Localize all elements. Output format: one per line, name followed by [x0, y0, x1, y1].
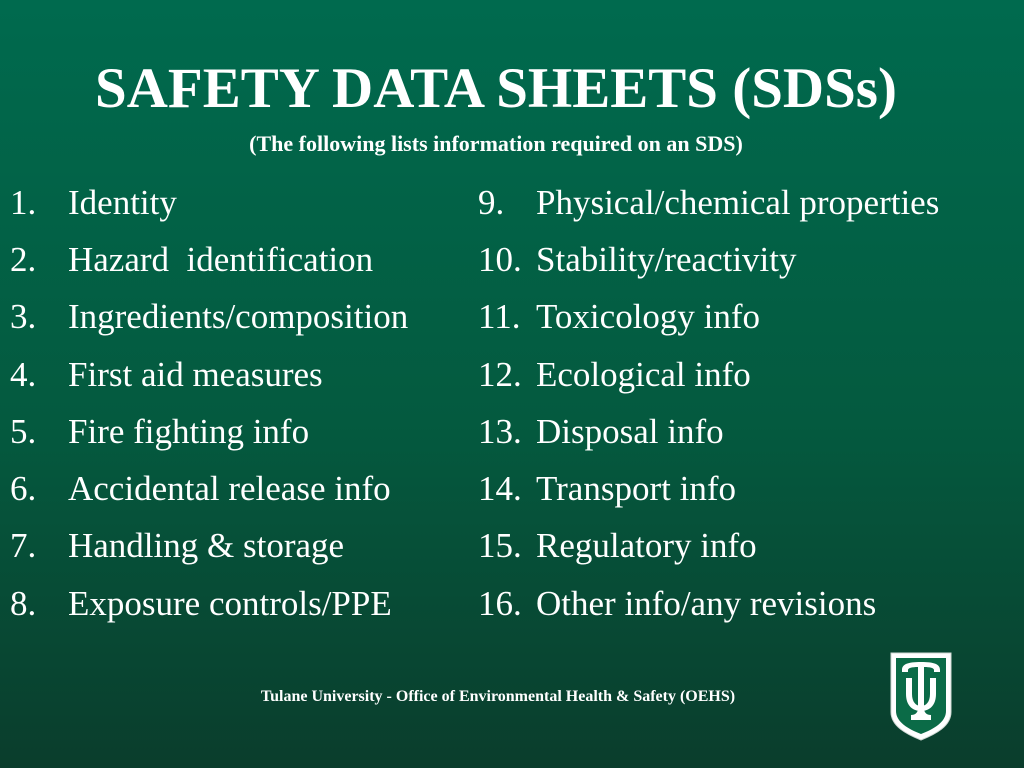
item-number: 8. [10, 583, 37, 623]
item-number: 11. [478, 297, 521, 337]
item-text: Hazard identification [68, 239, 374, 279]
tulane-tu-shield-logo-icon [888, 650, 954, 742]
list-item [10, 460, 408, 517]
item-number: 1. [10, 182, 37, 222]
item-number: 15. [478, 526, 522, 566]
list-item [478, 403, 939, 460]
list-item [478, 518, 939, 575]
list-item [10, 174, 408, 231]
item-number: 13. [478, 411, 522, 451]
item-number: 4. [10, 354, 37, 394]
list-item [10, 575, 408, 632]
item-text: Exposure controls/PPE [68, 583, 392, 623]
item-text: Fire fighting info [68, 411, 310, 451]
list-item [478, 575, 939, 632]
sds-sections-list-left [10, 174, 408, 632]
item-number: 12. [478, 354, 522, 394]
item-number: 5. [10, 411, 37, 451]
list-item [10, 346, 408, 403]
item-text: Ingredients/composition [68, 297, 409, 337]
item-text: Other info/any revisions [536, 583, 877, 623]
list-item [478, 346, 939, 403]
slide-footer: Tulane University - Office of Environmental Health & Safety (OEHS) [260, 688, 736, 705]
item-text: First aid measures [68, 354, 323, 394]
item-text: Handling & storage [68, 526, 345, 566]
item-text: Accidental release info [68, 469, 391, 509]
item-number: 2. [10, 239, 37, 279]
item-number: 6. [10, 469, 37, 509]
item-text: Disposal info [536, 411, 724, 451]
list-item [10, 231, 408, 288]
slide-title: SAFETY DATA SHEETS (SDSs) [95, 57, 897, 120]
item-text: Ecological info [536, 354, 751, 394]
item-number: 14. [478, 469, 522, 509]
sds-sections-list-right [478, 174, 939, 632]
list-item [478, 460, 939, 517]
item-text: Physical/chemical properties [536, 182, 940, 222]
item-text: Stability/reactivity [536, 239, 797, 279]
list-item [478, 231, 939, 288]
item-text: Toxicology info [536, 297, 761, 337]
list-item [478, 289, 939, 346]
item-text: Identity [68, 182, 177, 222]
list-item [10, 518, 408, 575]
item-number: 9. [478, 182, 505, 222]
list-item [10, 403, 408, 460]
item-number: 7. [10, 526, 37, 566]
slide-subtitle: (The following lists information required on an SDS) [249, 131, 743, 156]
list-item [478, 174, 939, 231]
item-text: Regulatory info [536, 526, 757, 566]
item-number: 16. [478, 583, 522, 623]
item-number: 10. [478, 239, 522, 279]
item-text: Transport info [536, 469, 736, 509]
item-number: 3. [10, 297, 37, 337]
list-item [10, 289, 408, 346]
